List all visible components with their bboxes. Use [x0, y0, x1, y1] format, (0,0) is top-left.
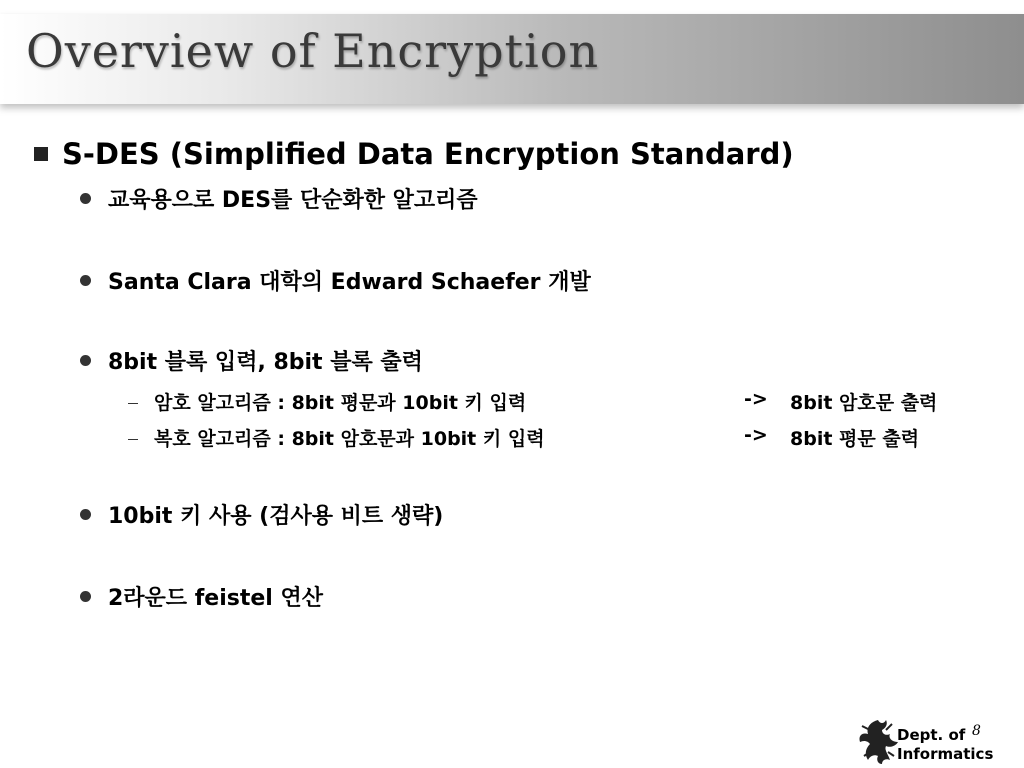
result-text: 8bit 평문 출력 — [790, 428, 920, 450]
dot-bullet-icon — [80, 509, 91, 520]
dot-bullet-icon — [80, 355, 91, 366]
result-text: 8bit 암호문 출력 — [790, 392, 938, 414]
dept-line2: Informatics — [897, 745, 994, 763]
list-item — [80, 183, 478, 214]
list-item-text: 2라운드 feistel 연산 — [108, 586, 323, 611]
page-number: 8 — [972, 723, 981, 739]
dragon-logo-icon — [856, 716, 900, 766]
sub-list-item-text: 복호 알고리즘 : 8bit 암호문과 10bit 키 입력 — [154, 428, 545, 450]
list-item-text: 10bit 키 사용 (검사용 비트 생략) — [108, 504, 444, 529]
list-item — [80, 265, 591, 296]
arrow-text: -> — [744, 424, 768, 446]
main-bullet-text: S-DES (Simplified Data Encryption Standard) — [62, 137, 794, 171]
list-item — [80, 499, 443, 530]
list-item — [80, 581, 323, 612]
list-item-text: 교육용으로 DES를 단순화한 알고리즘 — [108, 188, 478, 213]
list-item-text: 8bit 블록 입력, 8bit 블록 출력 — [108, 350, 423, 375]
dot-bullet-icon — [80, 193, 91, 204]
list-item — [80, 345, 423, 376]
square-bullet-icon — [34, 147, 48, 161]
list-item-text: Santa Clara 대학의 Edward Schaefer 개발 — [108, 270, 591, 295]
dot-bullet-icon — [80, 591, 91, 602]
sub-list-item — [128, 388, 526, 415]
slide-title: Overview of Encryption — [26, 24, 600, 78]
sub-list-item-text: 암호 알고리즘 : 8bit 평문과 10bit 키 입력 — [154, 392, 527, 414]
dept-line1: Dept. of — [897, 726, 966, 744]
arrow-text: -> — [744, 388, 768, 410]
sub-list-item — [128, 424, 545, 451]
main-bullet — [34, 137, 794, 171]
dot-bullet-icon — [80, 275, 91, 286]
dash-bullet-icon — [128, 439, 138, 440]
dash-bullet-icon — [128, 403, 138, 404]
